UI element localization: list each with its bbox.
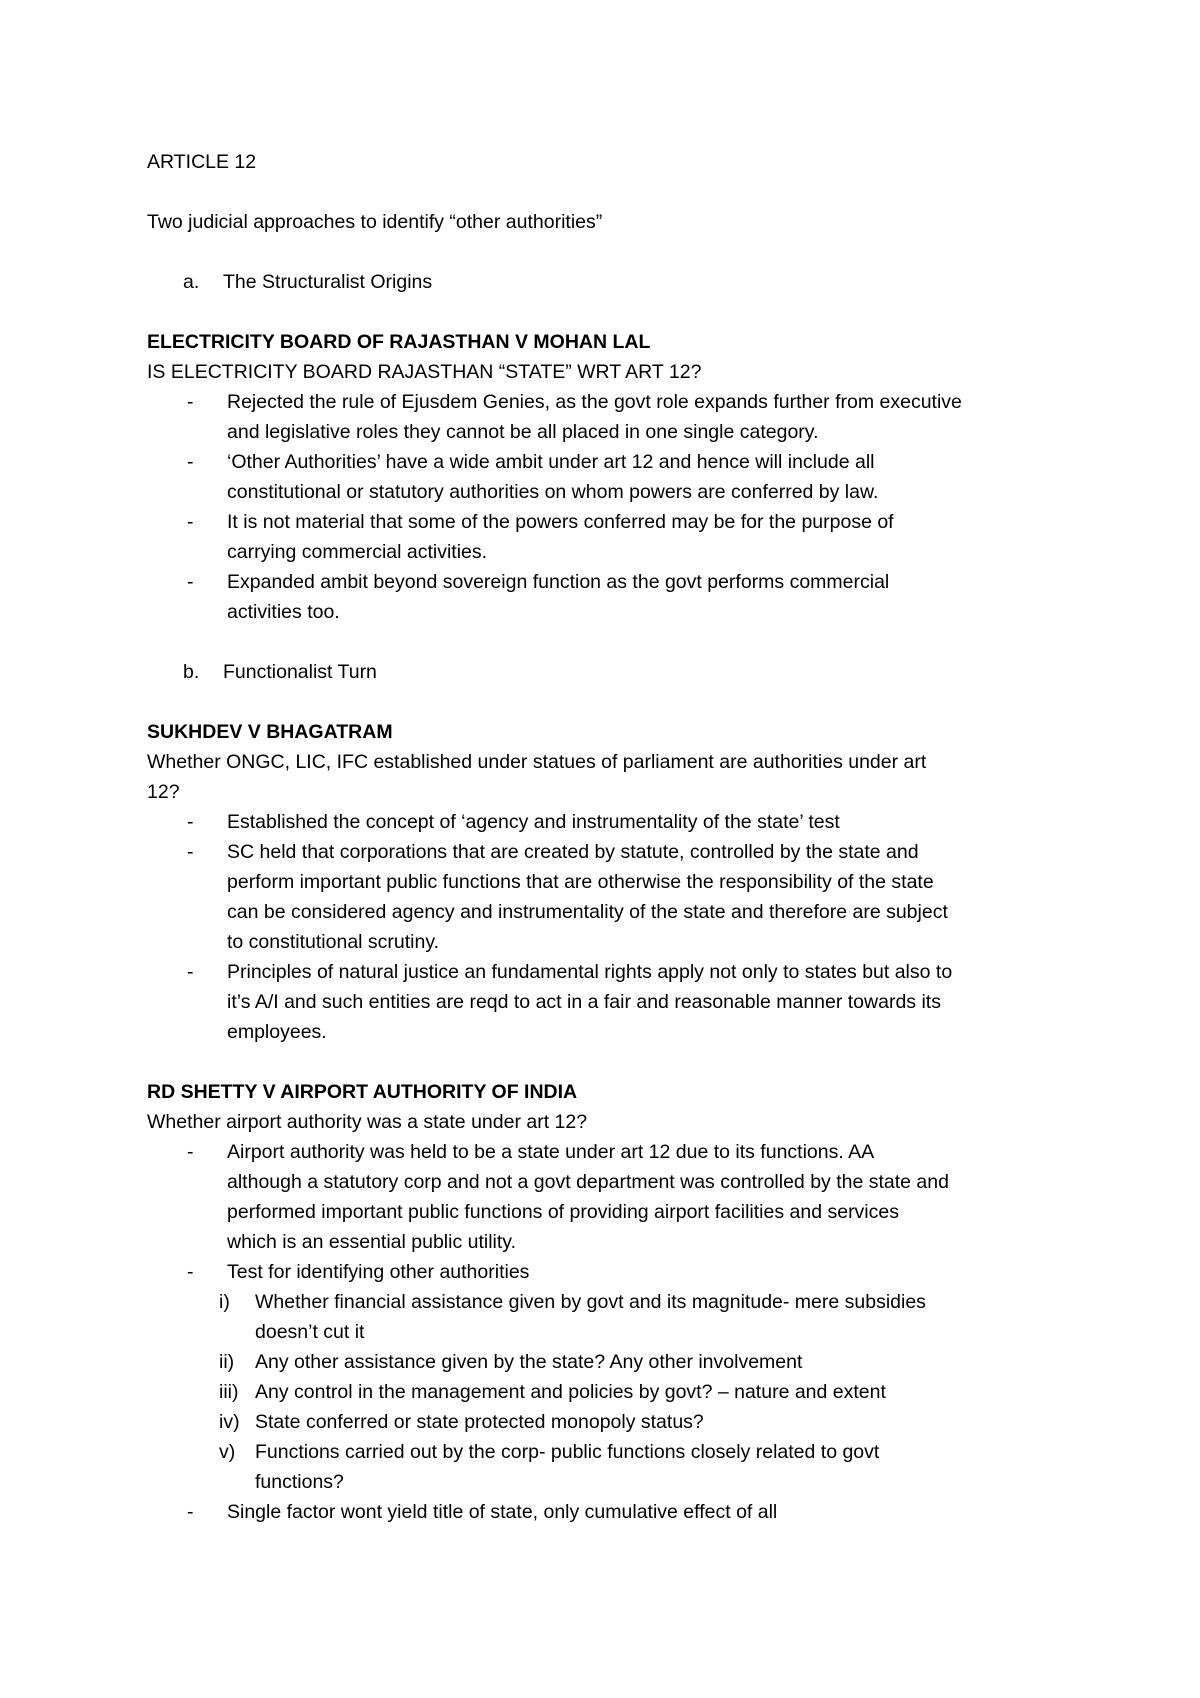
approach-label: The Structuralist Origins xyxy=(223,271,433,293)
test-item xyxy=(147,1437,1067,1497)
list-item xyxy=(147,567,1067,627)
bullet-marker: - xyxy=(187,511,194,533)
bullet-line: Established the concept of ‘agency and instrumentality of the state’ test xyxy=(227,811,840,833)
bullet-line: employees. xyxy=(227,1021,327,1043)
bullet-line: to constitutional scrutiny. xyxy=(227,931,440,953)
roman-marker: ii) xyxy=(219,1351,235,1373)
bullet-line: Single factor wont yield title of state, only cumulative effect of all xyxy=(227,1501,778,1523)
roman-marker: iv) xyxy=(219,1411,240,1433)
bullet-marker: - xyxy=(187,451,194,473)
bullet-marker: - xyxy=(187,1501,194,1523)
bullet-line: performed important public functions of providing airport facilities and services xyxy=(227,1201,899,1223)
test-line: Whether financial assistance given by govt and its magnitude- mere subsidies xyxy=(255,1291,926,1313)
list-item xyxy=(147,1497,1067,1527)
bullet-line: Airport authority was held to be a state under art 12 due to its functions. AA xyxy=(227,1141,875,1163)
case-question: Whether airport authority was a state under art 12? xyxy=(147,1111,588,1133)
approach-label: Functionalist Turn xyxy=(223,661,377,683)
document-page xyxy=(147,147,1067,1527)
bullet-line: which is an essential public utility. xyxy=(227,1231,517,1253)
test-item xyxy=(147,1287,1067,1347)
roman-marker: iii) xyxy=(219,1381,239,1403)
list-item xyxy=(147,1257,1067,1287)
case-heading: SUKHDEV V BHAGATRAM xyxy=(147,721,393,743)
case-question: Whether ONGC, LIC, IFC established under statues of parliament are authorities under art xyxy=(147,751,927,773)
test-line: functions? xyxy=(255,1471,344,1493)
bullet-line: Rejected the rule of Ejusdem Genies, as the govt role expands further from executive xyxy=(227,391,962,413)
bullet-line: although a statutory corp and not a govt department was controlled by the state and xyxy=(227,1171,949,1193)
roman-marker: v) xyxy=(219,1441,236,1463)
document-title: ARTICLE 12 xyxy=(147,151,257,173)
test-line: State conferred or state protected monopoly status? xyxy=(255,1411,704,1433)
bullet-line: it’s A/I and such entities are reqd to act in a fair and reasonable manner towards its xyxy=(227,991,941,1013)
test-item xyxy=(147,1407,1067,1437)
case-question: 12? xyxy=(147,781,180,803)
test-line: Any control in the management and policies by govt? – nature and extent xyxy=(255,1381,886,1403)
list-item xyxy=(147,957,1067,1047)
bullet-line: activities too. xyxy=(227,601,340,623)
bullet-line: Principles of natural justice an fundamental rights apply not only to states but also to xyxy=(227,961,953,983)
bullet-line: can be considered agency and instrumentality of the state and therefore are subject xyxy=(227,901,948,923)
bullet-marker: - xyxy=(187,1261,194,1283)
bullet-line: constitutional or statutory authorities on whom powers are conferred by law. xyxy=(227,481,879,503)
test-line: Any other assistance given by the state? Any other involvement xyxy=(255,1351,803,1373)
bullet-line: and legislative roles they cannot be all placed in one single category. xyxy=(227,421,819,443)
list-item xyxy=(147,837,1067,957)
approach-b xyxy=(147,657,1067,687)
bullet-line: ‘Other Authorities’ have a wide ambit under art 12 and hence will include all xyxy=(227,451,875,473)
test-item xyxy=(147,1377,1067,1407)
bullet-line: It is not material that some of the powers conferred may be for the purpose of xyxy=(227,511,894,533)
case-heading: RD SHETTY V AIRPORT AUTHORITY OF INDIA xyxy=(147,1081,578,1103)
list-marker: b. xyxy=(183,661,200,683)
bullet-line: carrying commercial activities. xyxy=(227,541,488,563)
bullet-marker: - xyxy=(187,391,194,413)
test-line: doesn’t cut it xyxy=(255,1321,365,1343)
case-heading: ELECTRICITY BOARD OF RAJASTHAN V MOHAN LAL xyxy=(147,331,651,353)
bullet-marker: - xyxy=(187,841,194,863)
test-item xyxy=(147,1347,1067,1377)
bullet-marker: - xyxy=(187,571,194,593)
bullet-line: SC held that corporations that are created by statute, controlled by the state and xyxy=(227,841,919,863)
bullet-marker: - xyxy=(187,811,194,833)
list-item xyxy=(147,447,1067,507)
bullet-marker: - xyxy=(187,1141,194,1163)
intro-text: Two judicial approaches to identify “other authorities” xyxy=(147,211,603,233)
list-item xyxy=(147,807,1067,837)
roman-marker: i) xyxy=(219,1291,230,1313)
bullet-line: Expanded ambit beyond sovereign function as the govt performs commercial xyxy=(227,571,890,593)
case-question: IS ELECTRICITY BOARD RAJASTHAN “STATE” WRT ART 12? xyxy=(147,361,702,383)
list-item xyxy=(147,507,1067,567)
approach-a xyxy=(147,267,1067,297)
list-item xyxy=(147,387,1067,447)
list-item xyxy=(147,1137,1067,1257)
bullet-marker: - xyxy=(187,961,194,983)
bullet-line: perform important public functions that are otherwise the responsibility of the state xyxy=(227,871,934,893)
test-line: Functions carried out by the corp- public functions closely related to govt xyxy=(255,1441,880,1463)
bullet-line: Test for identifying other authorities xyxy=(227,1261,530,1283)
list-marker: a. xyxy=(183,271,200,293)
